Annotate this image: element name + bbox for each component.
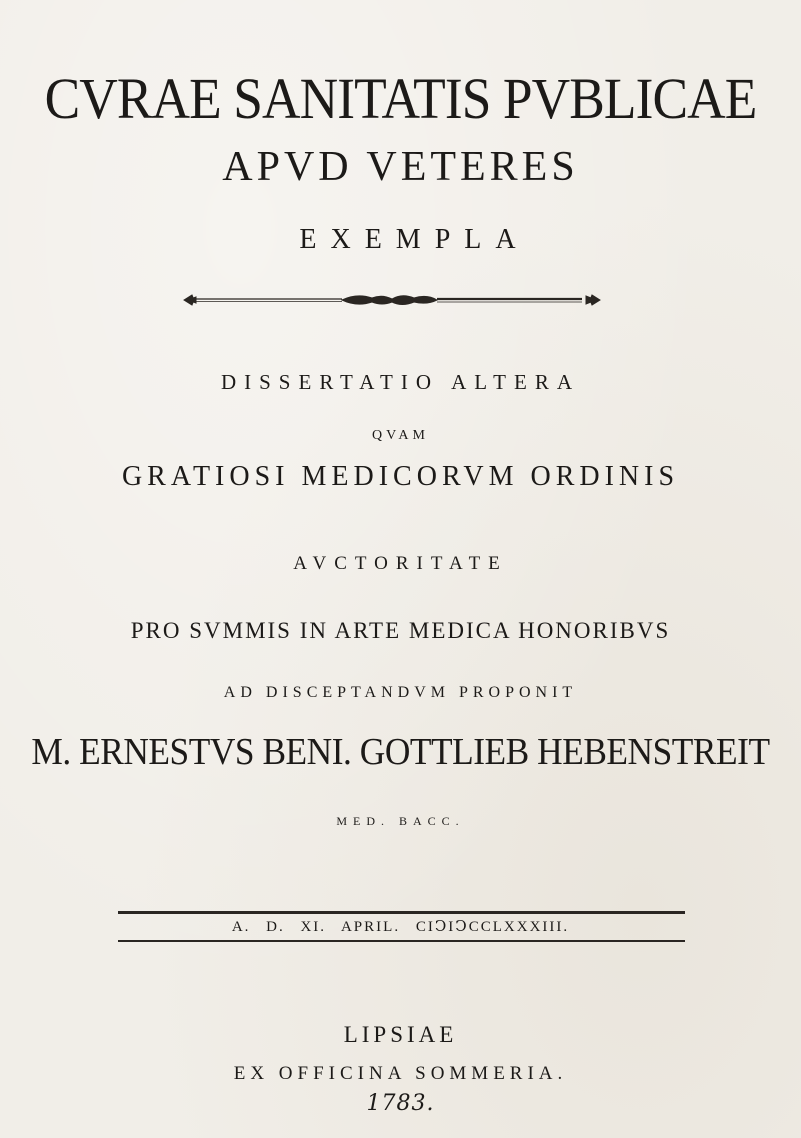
handwritten-year: 1783. <box>366 1091 435 1116</box>
proposal-line: AD DISCEPTANDVM PROPONIT <box>223 684 578 701</box>
author-degree: MED. BACC. <box>336 814 465 828</box>
dissertation-label: DISSERTATIO ALTERA <box>220 370 581 394</box>
main-title: CVRAE SANITATIS PVBLICAE <box>44 66 757 131</box>
order-line: GRATIOSI MEDICORVM ORDINIS <box>121 461 680 492</box>
ornamental-rule-icon <box>182 291 602 309</box>
imprint-place: LIPSIAE <box>343 1022 458 1047</box>
qvam-word: QVAM <box>372 428 429 443</box>
purpose-line: PRO SVMMIS IN ARTE MEDICA HONORIBVS <box>130 618 671 643</box>
imprint-printer: EX OFFICINA SOMMERIA. <box>233 1063 568 1084</box>
subtitle: APVD VETERES <box>222 144 579 190</box>
subtitle-exempla: EXEMPLA <box>299 224 530 255</box>
auctoritate-line: AVCTORITATE <box>293 553 508 574</box>
rule-top <box>118 911 685 914</box>
author-name: M. ERNESTVS BENI. GOTTLIEB HEBENSTREIT <box>31 731 770 773</box>
rule-bottom <box>118 940 685 942</box>
date-line: A. D. XI. APRIL. CIↃIↃCCLXXXIII. <box>231 919 570 935</box>
